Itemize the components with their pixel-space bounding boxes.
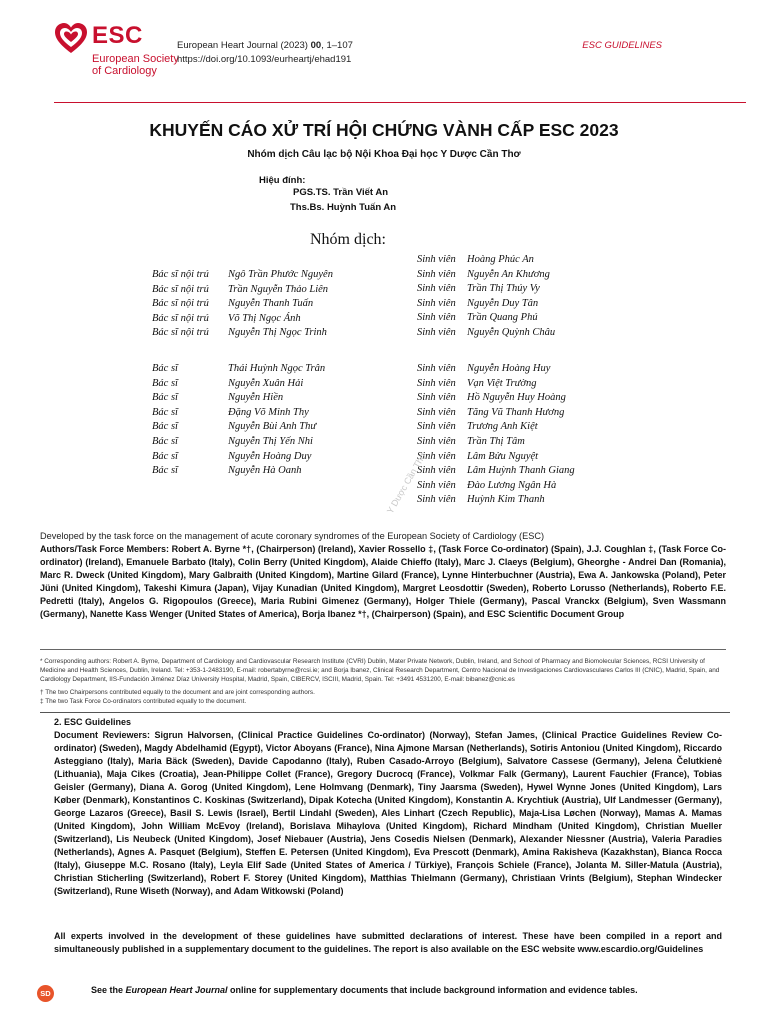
translator-name: Thái Huỳnh Ngọc Trân [228, 363, 326, 374]
journal-name: European Heart Journal (2023) [177, 40, 308, 51]
translator-role: Sinh viên [417, 268, 456, 280]
translator-role: Sinh viên [417, 297, 456, 309]
esc-logo-subtitle [92, 53, 179, 77]
translator-role: Sinh viên [417, 465, 456, 477]
translator-name: Trần Nguyễn Thảo Liên [228, 283, 329, 295]
supplementary-note-part-1: See the [91, 985, 126, 995]
translator-name: Trương Anh Kiệt [467, 421, 538, 433]
doi-link[interactable]: https://doi.org/10.1093/eurheartj/ehad191 [177, 54, 352, 65]
translator-name: Lâm Bửu Nguyệt [467, 450, 539, 462]
translator-role: Bác sĩ [152, 465, 178, 477]
reviewer-name: Ths.Bs. Huỳnh Tuấn An [290, 202, 397, 213]
esc-heart-logo-icon [54, 22, 88, 56]
supplementary-note [91, 985, 638, 995]
page-subtitle: Nhóm dịch Câu lạc bộ Nội Khoa Đại học Y Dược Cần Thơ [247, 149, 521, 160]
translator-role: Bác sĩ [152, 392, 178, 404]
translator-role: Sinh viên [417, 327, 456, 338]
translator-name: Nguyễn Hoàng Duy [228, 450, 312, 462]
translator-name: Trần Thị Thúy Vy [467, 283, 540, 295]
translator-role: Sinh viên [417, 392, 456, 404]
translator-name: Huỳnh Kim Thanh [467, 494, 545, 506]
translator-role: Bác sĩ nội trú [152, 298, 209, 310]
translator-name: Ngô Trần Phước Nguyên [228, 269, 333, 280]
translator-role: Sinh viên [417, 479, 456, 491]
section-heading: 2. ESC Guidelines [54, 717, 132, 727]
translator-name: Nguyễn Thị Yến Nhi [228, 436, 313, 447]
translator-role: Bác sĩ nội trú [152, 312, 209, 324]
translator-role: Sinh viên [417, 436, 456, 447]
translator-name: Lâm Huỳnh Thanh Giang [467, 465, 575, 477]
translator-role: Sinh viên [417, 254, 456, 265]
translator-name: Trần Thị Tâm [467, 436, 525, 447]
translator-name: Nguyễn Thị Ngọc Trinh [228, 327, 327, 339]
logo-subtitle-line-2: of Cardiology [92, 65, 157, 77]
page-title: KHUYẾN CÁO XỬ TRÍ HỘI CHỨNG VÀNH CẤP ESC 2023 [149, 120, 619, 140]
translator-role: Bác sĩ nội trú [152, 269, 209, 280]
journal-citation [177, 40, 353, 51]
journal-pages: , 1–107 [321, 40, 353, 51]
translator-name: Nguyễn Bùi Anh Thư [228, 421, 317, 433]
supplementary-journal-name: European Heart Journal [125, 985, 228, 995]
footnote-coordinators: ‡ The two Task Force Co-ordinators contributed equally to the document. [40, 698, 247, 705]
authors-divider [40, 649, 726, 650]
translator-role: Bác sĩ [152, 377, 178, 389]
translator-role: Bác sĩ [152, 406, 178, 418]
developed-by-note: Developed by the task force on the management of acute coronary syndromes of the European Society of Cardiology (ESC) [40, 531, 545, 541]
translator-name: Nguyễn Hà Oanh [228, 465, 302, 477]
task-force-authors: Authors/Task Force Members: Robert A. Byrne *†, (Chairperson) (Ireland), Xavier Rossello ‡, (Task Force Co-ordinator) (Spain), J.J. Coughlan ‡, (Task Force Co-ordinator) (Ireland), Emanuele Barbato (Italy), Colin Berry (United Kingdom), Alaide Chieffo (Italy), Marc J. Claeys (Belgium), Gheorghe - Andrei Dan (Romania), Marc R. Dweck (United Kingdom), Mary Galbraith (United Kingdom), Martine Gilard (France), Lynne Hinterbuchner (Austria), Ewa A. Jankowska (Poland), Peter Jüni (United Kingdom), Takeshi Kimura (Japan), Vijay Kunadian (United Kingdom), Margret Leosdottir (Sweden), Roberto Lorusso (Netherlands), Roberto F.E. Pedretti (Italy), Angelos G. Rigopoulos (Greece), Maria Rubini Gimenez (Germany), Holger Thiele (Germany), Pascal Vranckx (Belgium), Sven Wassmann (Germany), Nanette Kass Wenger (United States of America), Borja Ibanez *†, (Chairperson) (Spain), and ESC Scientific Document Group [40, 544, 726, 619]
reviewer-name: PGS.TS. Trần Viết An [293, 187, 389, 198]
translator-role: Sinh viên [417, 283, 456, 295]
translator-role: Sinh viên [417, 406, 456, 418]
translator-role: Bác sĩ [152, 363, 178, 374]
translator-name: Nguyễn Quỳnh Châu [467, 327, 556, 338]
footnote-chairpersons: † The two Chairpersons contributed equally to the document and are joint corresponding authors. [40, 689, 315, 696]
translator-name: Nguyễn Duy Tân [467, 297, 539, 309]
supplementary-note-part-2: online for supplementary documents that include background information and evidence tables. [227, 985, 638, 995]
translator-role: Bác sĩ nội trú [152, 327, 209, 339]
translator-role: Sinh viên [417, 377, 456, 389]
section-label: ESC GUIDELINES [582, 40, 662, 51]
translator-role: Sinh viên [417, 450, 456, 462]
translator-role: Bác sĩ nội trú [152, 283, 209, 295]
reviewers-label: Hiệu đính: [259, 175, 306, 186]
translator-name: Tăng Vũ Thanh Hương [467, 406, 565, 418]
translator-role: Sinh viên [417, 494, 456, 506]
translator-role: Sinh viên [417, 363, 456, 374]
translator-name: Hoàng Phúc An [467, 254, 534, 265]
translator-name: Nguyễn An Khương [467, 268, 550, 280]
translator-role: Bác sĩ [152, 450, 178, 462]
translator-name: Đào Lương Ngân Hà [467, 479, 557, 491]
translator-name: Đặng Võ Minh Thy [228, 406, 309, 418]
translator-role: Bác sĩ [152, 421, 178, 433]
logo-subtitle-line-1: European Society [92, 53, 179, 65]
declarations-note: All experts involved in the development of these guidelines have submitted declarations of interest. These have been compiled in a report and simultaneously published in a supplementary document to the guidelines. The report is also available on the ESC website www.escardio.org/Guidelines [54, 931, 722, 954]
translator-name: Nguyễn Hiền [228, 392, 284, 404]
supplementary-data-icon: SD [37, 985, 54, 1002]
header-divider [54, 102, 746, 103]
footnote-corresponding: * Corresponding authors: Robert A. Byrne, Department of Cardiology and Cardiovascular Research Institute (CVRI) Dublin, Mater Private Network, Dublin, Ireland, and School of Pharmacy and Biomolecular Sciences, RCSI University of Medicine and Health Sciences, Dublin, Ireland. Tel: +353-1-2483190, E-mail: robertabyrne@rcsi.ie; and Borja Ibanez, Clinical Research Department, Centro Nacional de Investigaciones Cardiovasculares Carlos III (CNIC), Madrid, Spain, and Cardiology Department, IIS-Fundación Jiménez Díaz University Hospital, Madrid, Spain, CIBERCV, ISCIII, Madrid, Spain. Tel: +3491 4531200, E-mail: bibanez@cnic.es [40, 658, 720, 683]
translator-role: Bác sĩ [152, 436, 178, 447]
translator-name: Vạn Việt Trường [467, 377, 537, 389]
journal-volume: 00 [310, 40, 322, 51]
document-reviewers: Document Reviewers: Sigrun Halvorsen, (Clinical Practice Guidelines Co-ordinator) (Norway), Stefan James, (Clinical Practice Guidelines Review Co-ordinator) (Sweden), Magdy Abdelhamid (Egypt), Victor Aboyans (France), Nina Ajmone Marsan (Netherlands), Sotiris Antoniou (United Kingdom), Riccardo Asteggiano (Italy), Maria Bäck (Sweden), Davide Capodanno (Italy), Ruben Casado-Arroyo (Belgium), Salvatore Cassese (Germany), Jelena Čelutkienė (Lithuania), Maja Cikes (Croatia), Jean-Philippe Collet (France), Gregory Ducrocq (France), Volkmar Falk (Germany), Laurent Fauchier (France), Tobias Geisler (Germany), Diana A. Gorog (United Kingdom), Lene Holmvang (Denmark), Tiny Jaarsma (Sweden), Hywel Wynne Jones (United Kingdom), Lars Køber (Denmark), Konstantinos C. Koskinas (Switzerland), Dipak Kotecha (United Kingdom), Konstantin A. Krychtiuk (Austria), Ulf Landmesser (Germany), George Lazaros (Greece), Basil S. Lewis (Israel), Bertil Lindahl (Sweden), Ales Linhart (Czech Republic), Maja-Lisa Løchen (Norway), Mamas A. Mamas (United Kingdom), John William McEvoy (Ireland), Borislava Mihaylova (United Kingdom), Richard Mindham (United Kingdom), Christian Mueller (Switzerland), Lis Neubeck (United Kingdom), Josef Niebauer (Austria), Jens Cosedis Nielsen (Denmark), Alexander Niessner (Austria), Valeria Paradies (Netherlands), Agnes A. Pasquet (Belgium), Steffen E. Petersen (United Kingdom), Eva Prescott (Denmark), Amina Rakisheva (Kazakhstan), Bianca Rocca (Italy), Giuseppe M.C. Rosano (Italy), Leyla Elif Sade (United States of America / Türkiye), François Schiele (France), Jolanta M. Siller-Matula (Austria), Christian Sticherling (Switzerland), Robert F. Storey (United Kingdom), Matthias Thielmann (Germany), Christiaan Vrints (Belgium), Stephan Windecker (Switzerland), Rune Wiseth (Norway), and Adam Witkowski (Poland) [54, 730, 722, 896]
translator-role: Sinh viên [417, 421, 456, 433]
translator-role: Sinh viên [417, 312, 456, 324]
esc-logo-text: ESC [92, 22, 143, 49]
translator-name: Võ Thị Ngọc Ánh [228, 312, 301, 324]
watermark: Y Dược Cần Thơ [384, 450, 429, 516]
translator-name: Trần Quang Phú [467, 312, 538, 324]
translator-name: Nguyễn Hoàng Huy [467, 363, 551, 374]
translator-name: Hồ Nguyễn Huy Hoàng [467, 392, 566, 404]
translator-group-title: Nhóm dịch: [310, 231, 386, 248]
translator-name: Nguyễn Xuân Hải [228, 377, 304, 389]
translator-name: Nguyễn Thanh Tuấn [228, 298, 314, 310]
